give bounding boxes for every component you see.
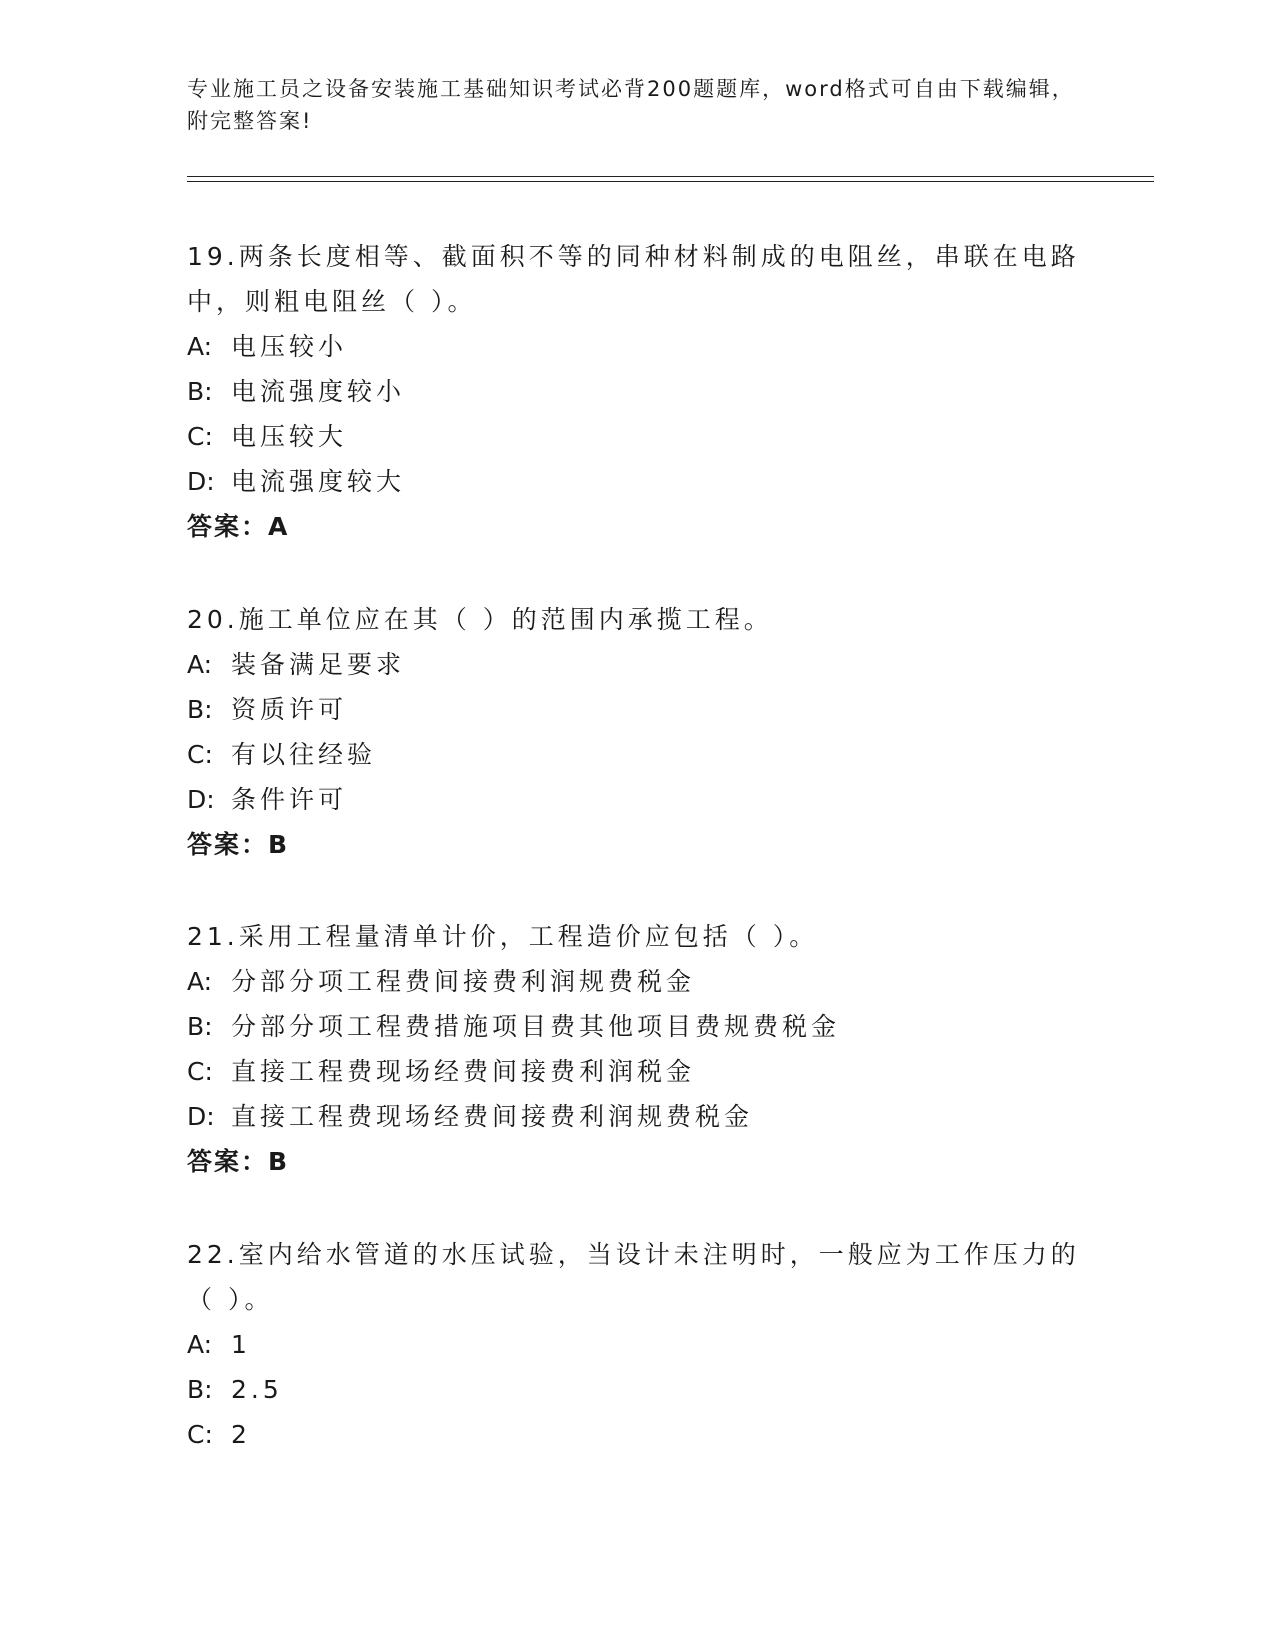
option-text: 分部分项工程费措施项目费其他项目费规费税金 xyxy=(231,1012,841,1041)
question-stem: 20.施工单位应在其（ ）的范围内承揽工程。 xyxy=(187,605,773,634)
question-19 xyxy=(187,234,1087,550)
option-text: 条件许可 xyxy=(231,785,348,814)
option-text: 1 xyxy=(231,1330,251,1359)
option-letter: D: xyxy=(187,785,215,814)
option-text: 资质许可 xyxy=(231,695,348,724)
option-c xyxy=(187,732,1087,777)
option-letter: D: xyxy=(187,467,215,496)
option-letter: A: xyxy=(187,1330,213,1359)
option-a xyxy=(187,1322,1087,1367)
option-a xyxy=(187,959,1087,1004)
question-22 xyxy=(187,1232,1087,1457)
option-a xyxy=(187,642,1087,687)
answer-text: 答案：B xyxy=(187,830,290,859)
option-letter: B: xyxy=(187,1012,213,1041)
option-b xyxy=(187,1004,1087,1049)
option-letter: A: xyxy=(187,650,213,679)
option-d xyxy=(187,777,1087,822)
option-d xyxy=(187,459,1087,504)
option-letter: A: xyxy=(187,332,213,361)
option-text: 直接工程费现场经费间接费利润规费税金 xyxy=(231,1102,754,1131)
question-20 xyxy=(187,597,1087,868)
option-b xyxy=(187,369,1087,414)
header-divider-bottom xyxy=(187,181,1154,182)
option-letter: B: xyxy=(187,377,213,406)
document-header-text: 专业施工员之设备安装施工基础知识考试必背200题题库，word格式可自由下载编辑，附完整答案! xyxy=(187,77,1075,133)
option-letter: C: xyxy=(187,1420,213,1449)
option-letter: B: xyxy=(187,695,213,724)
option-c xyxy=(187,1412,1087,1457)
option-text: 2 xyxy=(231,1420,251,1449)
option-text: 电流强度较小 xyxy=(231,377,406,406)
header-divider-top xyxy=(187,176,1154,177)
option-letter: A: xyxy=(187,967,213,996)
option-text: 电压较小 xyxy=(231,332,348,361)
option-text: 分部分项工程费间接费利润规费税金 xyxy=(231,967,696,996)
option-b xyxy=(187,1367,1087,1412)
option-d xyxy=(187,1094,1087,1139)
option-text: 电流强度较大 xyxy=(231,467,406,496)
question-21 xyxy=(187,914,1087,1185)
option-letter: C: xyxy=(187,422,213,451)
option-b xyxy=(187,687,1087,732)
option-letter: B: xyxy=(187,1375,213,1404)
option-c xyxy=(187,1049,1087,1094)
option-text: 电压较大 xyxy=(231,422,348,451)
question-stem: 19.两条长度相等、截面积不等的同种材料制成的电阻丝，串联在电路中，则粗电阻丝（ ）。 xyxy=(187,242,1080,316)
option-text: 有以往经验 xyxy=(231,740,377,769)
answer-text: 答案：B xyxy=(187,1147,290,1176)
option-text: 装备满足要求 xyxy=(231,650,406,679)
option-letter: C: xyxy=(187,1057,213,1086)
option-a xyxy=(187,324,1087,369)
option-text: 2.5 xyxy=(231,1375,283,1404)
option-text: 直接工程费现场经费间接费利润税金 xyxy=(231,1057,696,1086)
question-stem: 22.室内给水管道的水压试验，当设计未注明时，一般应为工作压力的（ ）。 xyxy=(187,1240,1080,1314)
option-letter: C: xyxy=(187,740,213,769)
option-letter: D: xyxy=(187,1102,215,1131)
question-stem: 21.采用工程量清单计价，工程造价应包括（ ）。 xyxy=(187,922,819,951)
answer-text: 答案：A xyxy=(187,512,290,541)
option-c xyxy=(187,414,1087,459)
